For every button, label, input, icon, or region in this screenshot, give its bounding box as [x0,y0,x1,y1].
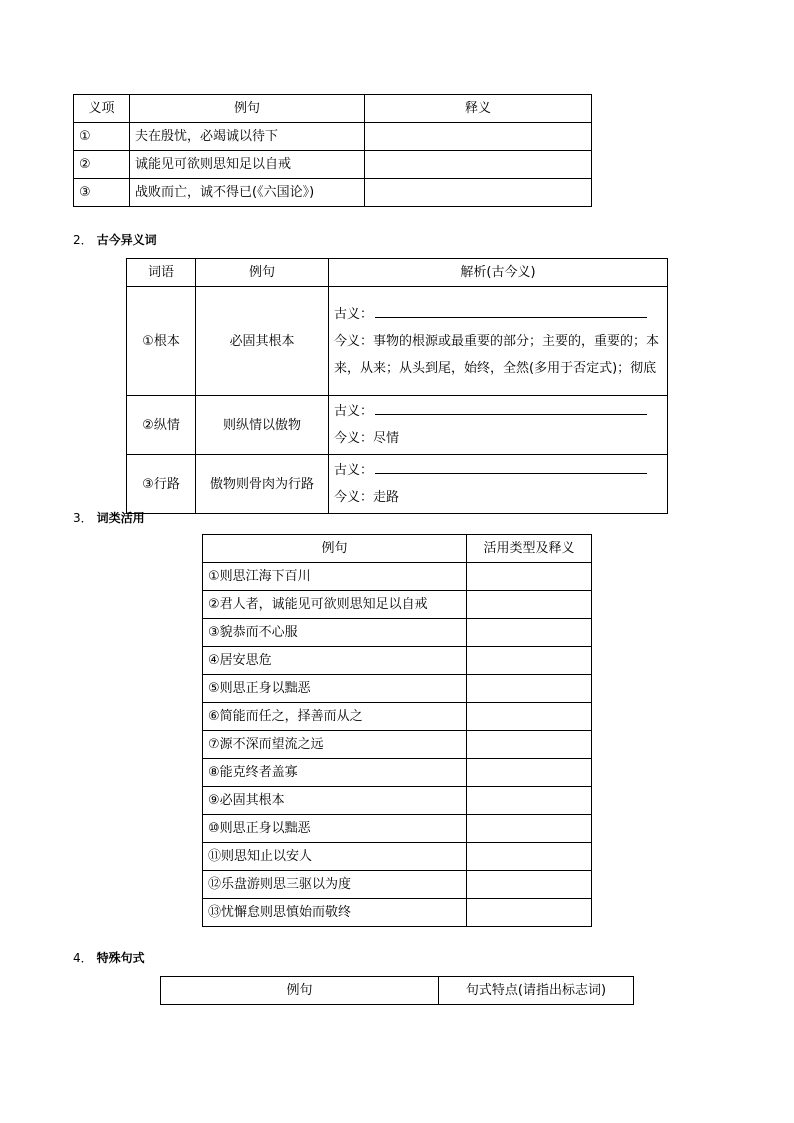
header-word: 词语 [127,259,196,287]
section-title: 古今异义词 [96,233,157,247]
usage-answer-cell[interactable] [467,731,592,759]
example-cell: ⑧能克终者盖寡 [203,759,467,787]
table-word-class-usage [202,534,592,927]
sense-cell: ② [74,151,130,179]
sense-cell: ① [74,123,130,151]
ancient-label: 古义： [334,463,374,478]
header-usage-type: 活用类型及释义 [467,535,592,563]
table-row [74,179,592,207]
table-row [203,899,592,927]
example-cell: 傲物则骨肉为行路 [196,455,329,514]
ancient-answer-blank[interactable] [375,473,647,474]
example-cell: ⑥简能而任之，择善而从之 [203,703,467,731]
word-cell: ③行路 [127,455,196,514]
example-cell: 必固其根本 [196,287,329,396]
modern-meaning [334,328,662,382]
section-title: 词类活用 [96,511,145,525]
header-sentence-feature: 句式特点(请指出标志词) [439,977,634,1005]
section-heading-ancient-modern [73,231,157,248]
example-cell: ⑫乐盘游则思三驱以为度 [203,871,467,899]
sense-cell: ③ [74,179,130,207]
header-analysis: 解析(古今义) [329,259,668,287]
example-cell: ⑨必固其根本 [203,787,467,815]
usage-answer-cell[interactable] [467,563,592,591]
modern-label: 今义： [334,490,374,505]
analysis-cell [329,287,668,396]
modern-text: 走路 [373,490,400,505]
header-meaning: 释义 [365,95,592,123]
example-cell: ①则思江海下百川 [203,563,467,591]
example-cell: ⑩则思正身以黜恶 [203,815,467,843]
example-cell: ⑤则思正身以黜恶 [203,675,467,703]
modern-meaning [334,425,662,452]
header-example: 例句 [196,259,329,287]
section-number: 2． [73,233,93,247]
example-cell: 则纵情以傲物 [196,396,329,455]
section-heading-special-sentences [73,949,145,966]
modern-label: 今义： [334,333,374,349]
table-row [203,843,592,871]
usage-answer-cell[interactable] [467,759,592,787]
usage-answer-cell[interactable] [467,899,592,927]
section-heading-word-class [73,509,145,526]
table-header-row [74,95,592,123]
example-cell: ⑦源不深而望流之远 [203,731,467,759]
table-row [203,759,592,787]
ancient-meaning-line [334,398,662,425]
modern-text: 尽情 [373,431,400,446]
table-row [74,151,592,179]
table-row [203,871,592,899]
table-row [74,123,592,151]
usage-answer-cell[interactable] [467,647,592,675]
meaning-answer-cell[interactable] [365,151,592,179]
example-cell: ⑪则思知止以安人 [203,843,467,871]
table-row [203,675,592,703]
table-header-row [161,977,634,1005]
usage-answer-cell[interactable] [467,591,592,619]
usage-answer-cell[interactable] [467,815,592,843]
table-word-meanings [73,94,592,207]
table-ancient-modern-words [126,258,668,514]
section-title: 特殊句式 [96,951,145,965]
table-row [203,563,592,591]
example-cell: ⑬忧懈怠则思慎始而敬终 [203,899,467,927]
modern-label: 今义： [334,431,374,446]
table-row [203,815,592,843]
example-cell: 夫在殷忧，必竭诚以待下 [130,123,365,151]
table-row [127,396,668,455]
usage-answer-cell[interactable] [467,703,592,731]
table-row [203,591,592,619]
ancient-label: 古义： [334,306,374,322]
section-number: 3． [73,511,93,525]
table-row [203,703,592,731]
usage-answer-cell[interactable] [467,843,592,871]
example-cell: 诚能见可欲则思知足以自戒 [130,151,365,179]
ancient-meaning-line [334,301,662,328]
meaning-answer-cell[interactable] [365,123,592,151]
example-cell: ④居安思危 [203,647,467,675]
table-row [203,619,592,647]
analysis-cell [329,455,668,514]
header-example: 例句 [130,95,365,123]
table-header-row [127,259,668,287]
header-example: 例句 [161,977,439,1005]
section-number: 4． [73,951,93,965]
example-cell: ③貌恭而不心服 [203,619,467,647]
word-cell: ①根本 [127,287,196,396]
table-special-sentences [160,976,634,1005]
header-sense: 义项 [74,95,130,123]
usage-answer-cell[interactable] [467,871,592,899]
table-header-row [203,535,592,563]
ancient-label: 古义： [334,404,374,419]
modern-text: 事物的根源或最重要的部分；主要的，重要的；本来，从来；从头到尾，始终，全然(多用于否定式)；彻底 [334,333,660,376]
ancient-meaning-line [334,457,662,484]
modern-meaning [334,484,662,511]
table-row [203,647,592,675]
table-row [127,287,668,396]
example-cell: 战败而亡，诚不得已(《六国论》) [130,179,365,207]
header-example: 例句 [203,535,467,563]
usage-answer-cell[interactable] [467,675,592,703]
table-row [203,731,592,759]
table-row [127,455,668,514]
usage-answer-cell[interactable] [467,619,592,647]
meaning-answer-cell[interactable] [365,179,592,207]
table-row [203,787,592,815]
word-cell: ②纵情 [127,396,196,455]
usage-answer-cell[interactable] [467,787,592,815]
ancient-answer-blank[interactable] [375,317,647,318]
analysis-cell [329,396,668,455]
ancient-answer-blank[interactable] [375,414,647,415]
example-cell: ②君人者，诚能见可欲则思知足以自戒 [203,591,467,619]
